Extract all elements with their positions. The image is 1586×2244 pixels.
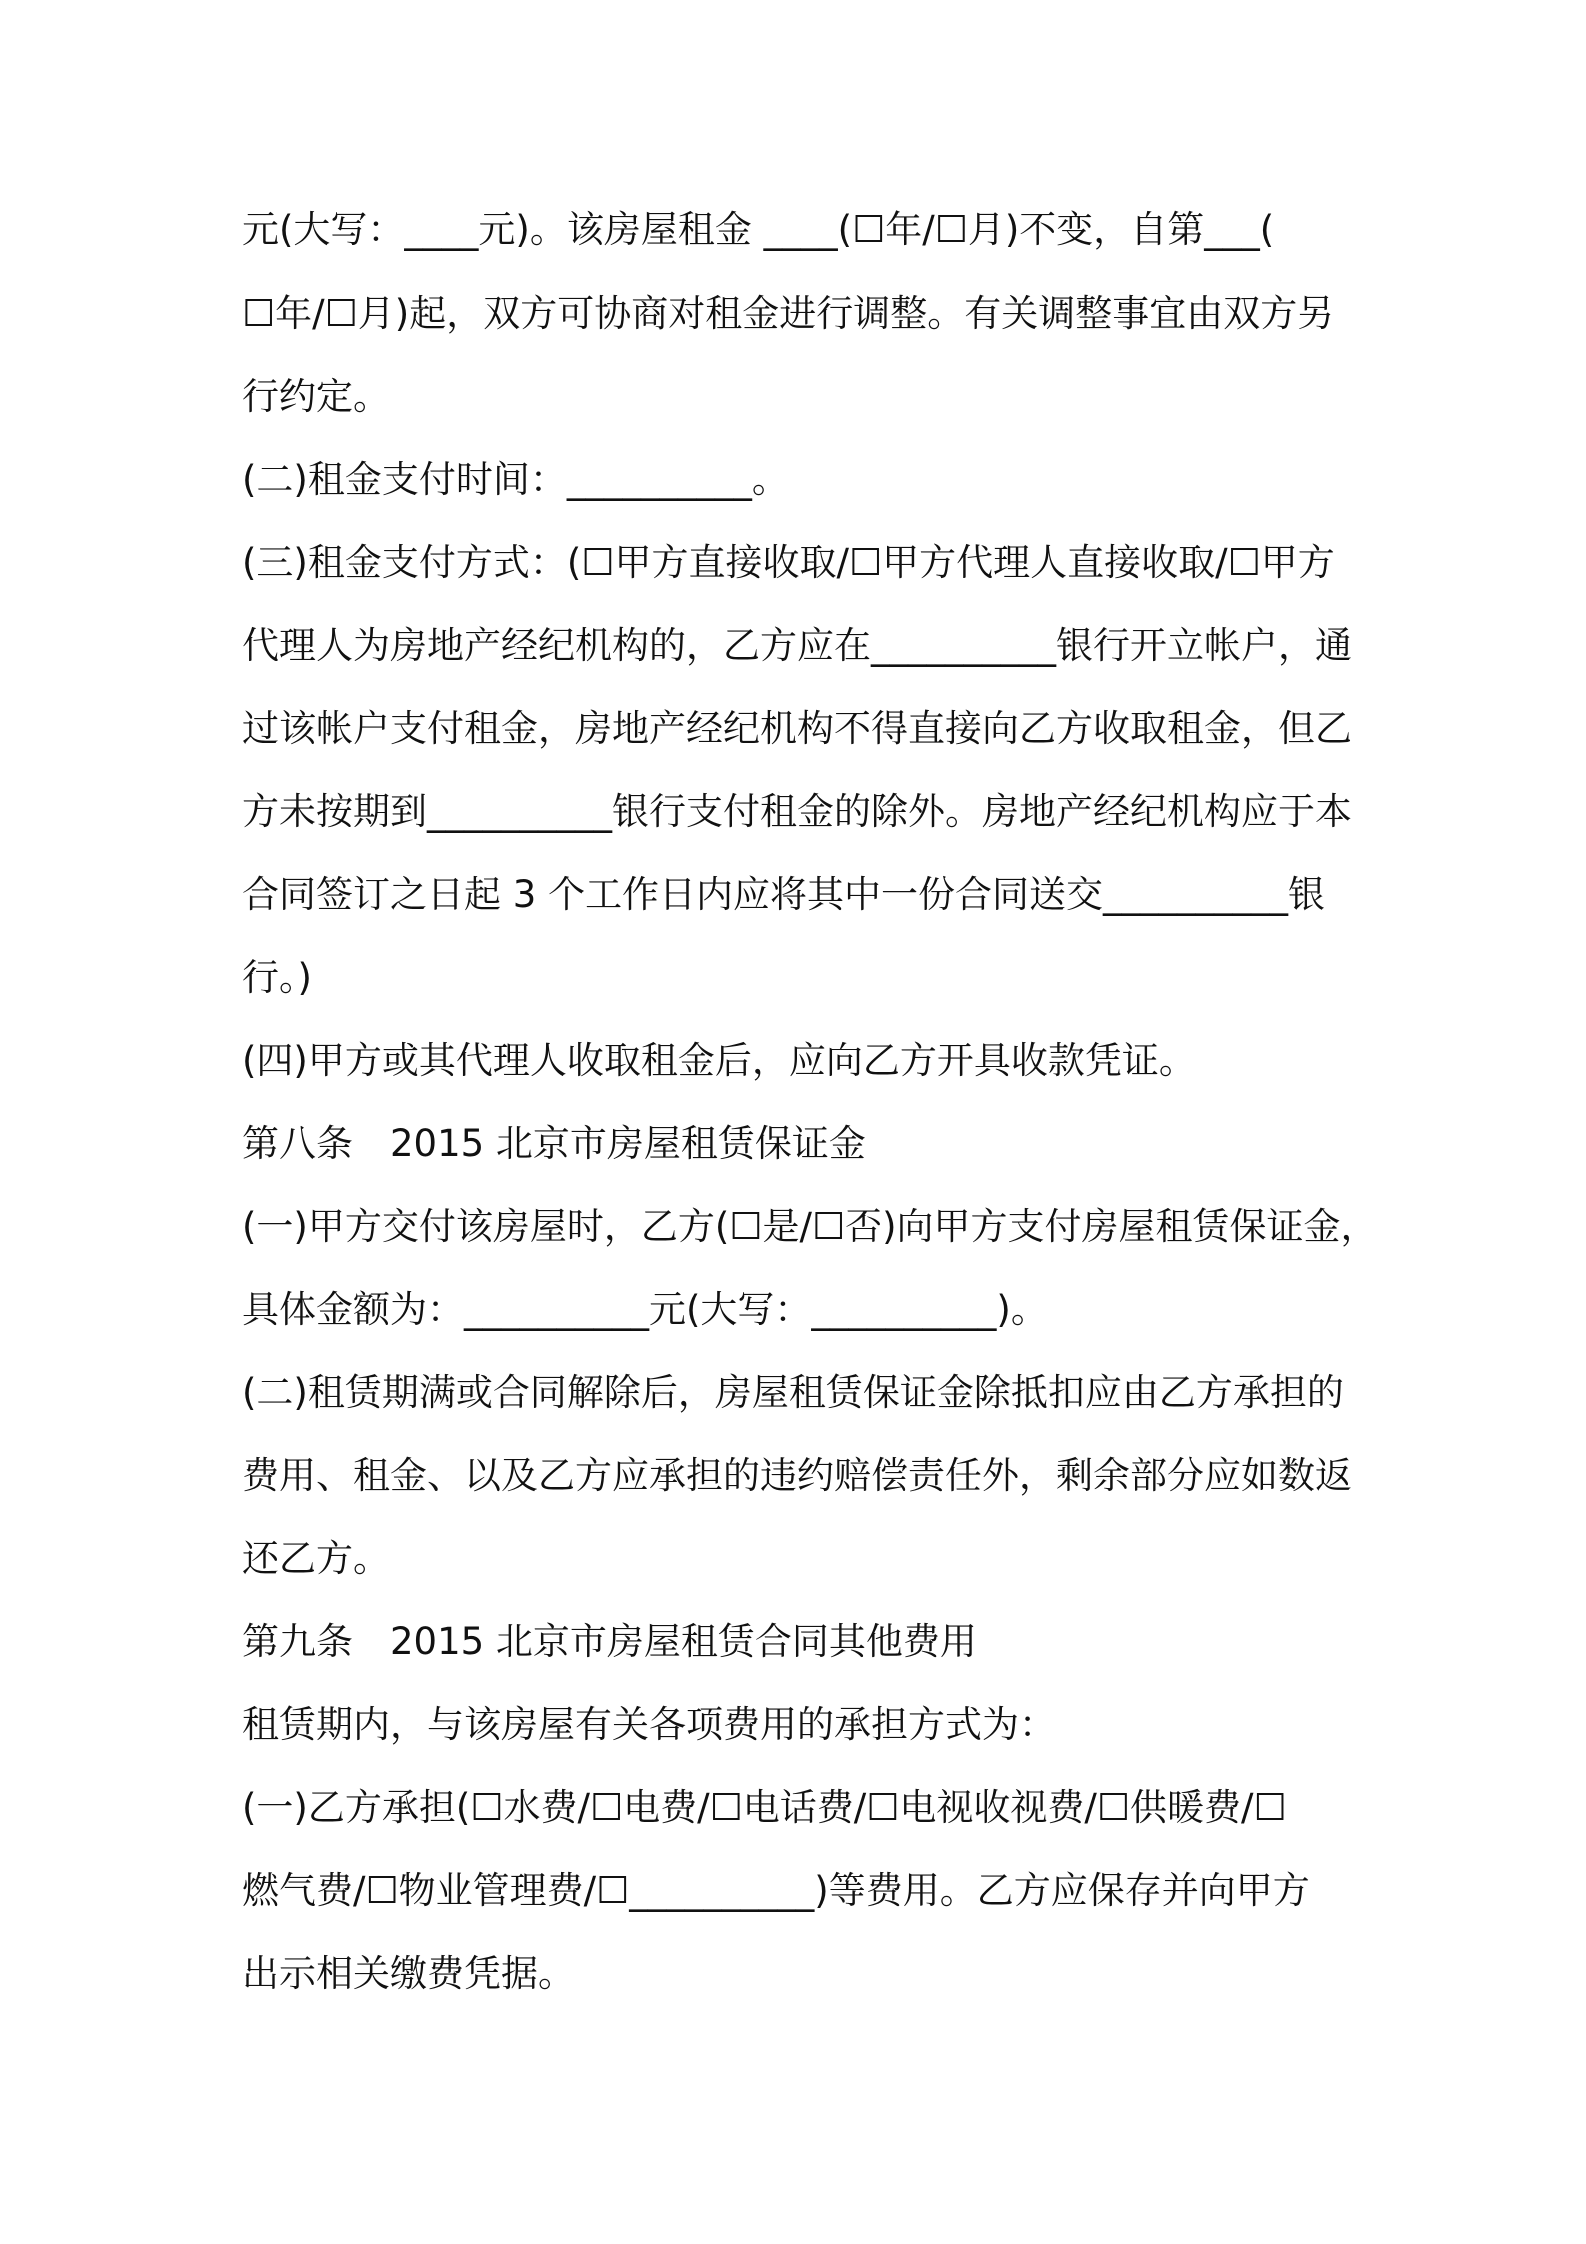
- text-line: 租赁期内，与该房屋有关各项费用的承担方式为：: [242, 1703, 1056, 1746]
- text-line: 元(大写：____元)。该房屋租金 ____(☐年/☐月)不变，自第___(: [242, 208, 1275, 251]
- text-line: 行。): [242, 956, 312, 999]
- text-line: (四)甲方或其代理人收取租金后，应向乙方开具收款凭证。: [242, 1039, 1196, 1082]
- text-line: 还乙方。: [242, 1537, 390, 1580]
- text-line: 行约定。: [242, 375, 390, 418]
- text-line: (二)租金支付时间：__________。: [242, 458, 789, 501]
- text-line: (一)甲方交付该房屋时，乙方(☐是/☐否)向甲方支付房屋租赁保证金，: [242, 1205, 1378, 1248]
- text-line: 燃气费/☐物业管理费/☐__________)等费用。乙方应保存并向甲方: [242, 1869, 1310, 1912]
- text-line: ☐年/☐月)起，双方可协商对租金进行调整。有关调整事宜由双方另: [242, 292, 1335, 335]
- text-line: 方未按期到__________银行支付租金的除外。房地产经纪机构应于本: [242, 790, 1352, 833]
- text-line: 具体金额为：__________元(大写：__________)。: [242, 1288, 1048, 1331]
- text-line: (二)租赁期满或合同解除后，房屋租赁保证金除抵扣应由乙方承担的: [242, 1371, 1344, 1414]
- text-line: 过该帐户支付租金，房地产经纪机构不得直接向乙方收取租金，但乙: [242, 707, 1352, 750]
- section-heading: 第九条 2015 北京市房屋租赁合同其他费用: [242, 1620, 977, 1663]
- section-heading: 第八条 2015 北京市房屋租赁保证金: [242, 1122, 866, 1165]
- text-line: 出示相关缴费凭据。: [242, 1952, 575, 1995]
- text-line: 费用、租金、以及乙方应承担的违约赔偿责任外，剩余部分应如数返: [242, 1454, 1352, 1497]
- text-line: (一)乙方承担(☐水费/☐电费/☐电话费/☐电视收视费/☐供暖费/☐: [242, 1786, 1287, 1829]
- text-line: 代理人为房地产经纪机构的，乙方应在__________银行开立帐户，通: [242, 624, 1352, 667]
- text-line: 合同签订之日起 3 个工作日内应将其中一份合同送交__________银: [242, 873, 1326, 916]
- text-line: (三)租金支付方式：(☐甲方直接收取/☐甲方代理人直接收取/☐甲方: [242, 541, 1335, 584]
